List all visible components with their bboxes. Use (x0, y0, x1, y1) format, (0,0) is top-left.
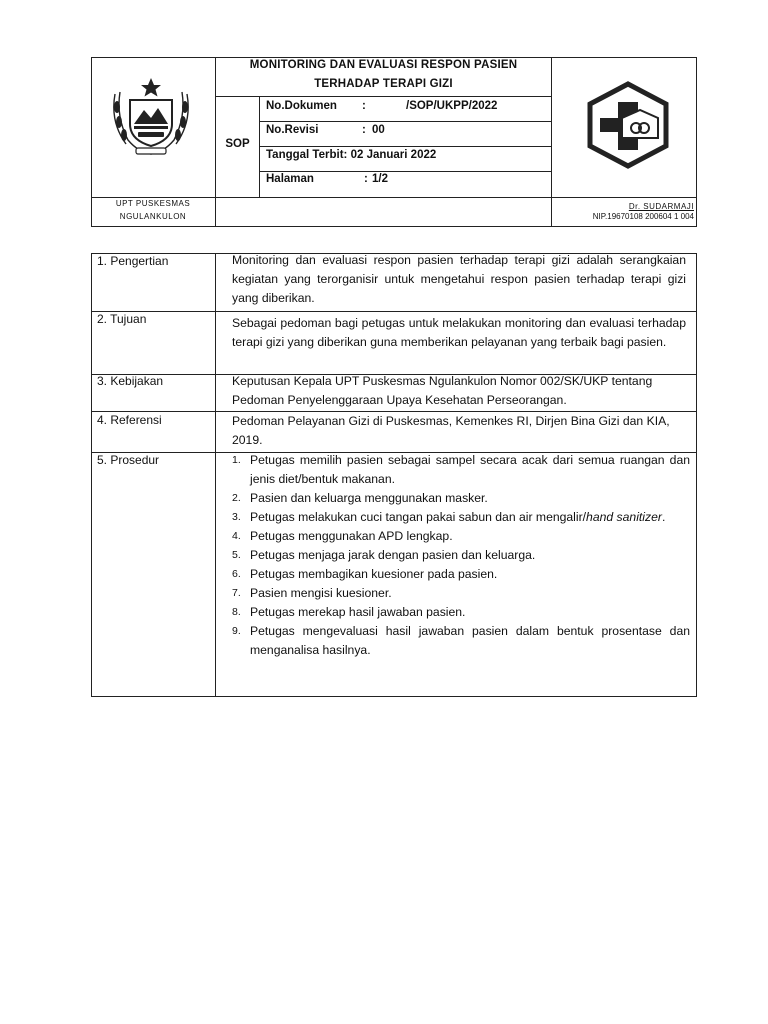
field-separator: : (362, 100, 366, 112)
field-separator: : (362, 124, 366, 136)
section-text-kebijakan: Keputusan Kepala UPT Puskesmas Ngulankulon Nomor 002/SK/UKP tentang Pedoman Penyelenggaraan Upaya Kesehatan Perseorangan. (232, 374, 653, 407)
section-label-referensi: 4. Referensi (97, 413, 162, 427)
section-text-pengertian: Monitoring dan evaluasi respon pasien terhadap terapi gizi adalah serangkaian kegiatan yang terorganisir untuk mengetahui respon pasien terhadap terapi gizi yang diberikan. (232, 253, 686, 305)
procedure-step: 2. Pasien dan keluarga menggunakan masker. (232, 491, 488, 505)
field-label: Tanggal Terbit (266, 149, 344, 161)
org-name-line2: NGULANKULON (119, 212, 187, 221)
field-separator: : (343, 149, 348, 161)
field-no-dokumen (266, 96, 551, 121)
procedure-step: 4. Petugas menggunakan APD lengkap. (232, 529, 453, 543)
section-text-referensi: Pedoman Pelayanan Gizi di Puskesmas, Kemenkes RI, Dirjen Bina Gizi dan KIA, 2019. (232, 414, 670, 447)
sop-content-table (0, 240, 768, 710)
field-value: /SOP/UKPP/2022 (406, 100, 498, 112)
procedure-step: 5. Petugas menjaga jarak dengan pasien dan keluarga. (232, 548, 536, 562)
section-label-prosedur: 5. Prosedur (97, 453, 160, 467)
field-value: 1/2 (372, 173, 388, 185)
regional-emblem-logo (108, 72, 194, 162)
sop-label: SOP (225, 138, 250, 150)
procedure-step: 6. Petugas membagikan kuesioner pada pasien. (232, 567, 498, 581)
sop-header-table (0, 0, 768, 240)
signer-nip: NIP.19670108 200604 1 004 (592, 212, 694, 221)
document-title-line2: TERHADAP TERAPI GIZI (314, 78, 453, 90)
signer-name: Dr. SUDARMAJI (628, 202, 694, 211)
field-halaman (266, 171, 551, 197)
section-label-tujuan: 2. Tujuan (97, 312, 147, 326)
document-title-line1: MONITORING DAN EVALUASI RESPON PASIEN (249, 59, 518, 71)
procedure-step: 1. Petugas memilih pasien sebagai sampel secara acak dari semua ruangan dan jenis diet/bentuk makanan. (232, 453, 690, 486)
field-no-revisi (266, 121, 551, 146)
section-text-tujuan: Sebagai pedoman bagi petugas untuk melakukan monitoring dan evaluasi terhadap terapi gizi yang diberikan guna memberikan pelayanan yang terbaik bagi pasien. (232, 316, 686, 349)
procedure-step: 7. Pasien mengisi kuesioner. (232, 586, 392, 600)
procedure-step: 3. Petugas melakukan cuci tangan pakai sabun dan air mengalir/hand sanitizer. (232, 510, 666, 524)
field-label: No.Dokumen (266, 100, 337, 112)
field-label: Halaman (266, 173, 314, 185)
field-separator: : (364, 173, 368, 185)
field-label: No.Revisi (266, 124, 319, 136)
field-value: 02 Januari 2022 (350, 149, 437, 161)
procedure-list (232, 451, 690, 660)
section-label-kebijakan: 3. Kebijakan (97, 374, 164, 388)
field-value: 00 (372, 124, 385, 136)
procedure-step: 9. Petugas mengevaluasi hasil jawaban pasien dalam bentuk prosentase dan menganalisa hasilnya. (232, 624, 690, 657)
field-tanggal-terbit (266, 146, 551, 171)
procedure-step: 8. Petugas merekap hasil jawaban pasien. (232, 605, 466, 619)
puskesmas-logo (582, 80, 674, 170)
section-label-pengertian: 1. Pengertian (97, 254, 169, 268)
org-name-line1: UPT PUSKESMAS (115, 199, 191, 208)
